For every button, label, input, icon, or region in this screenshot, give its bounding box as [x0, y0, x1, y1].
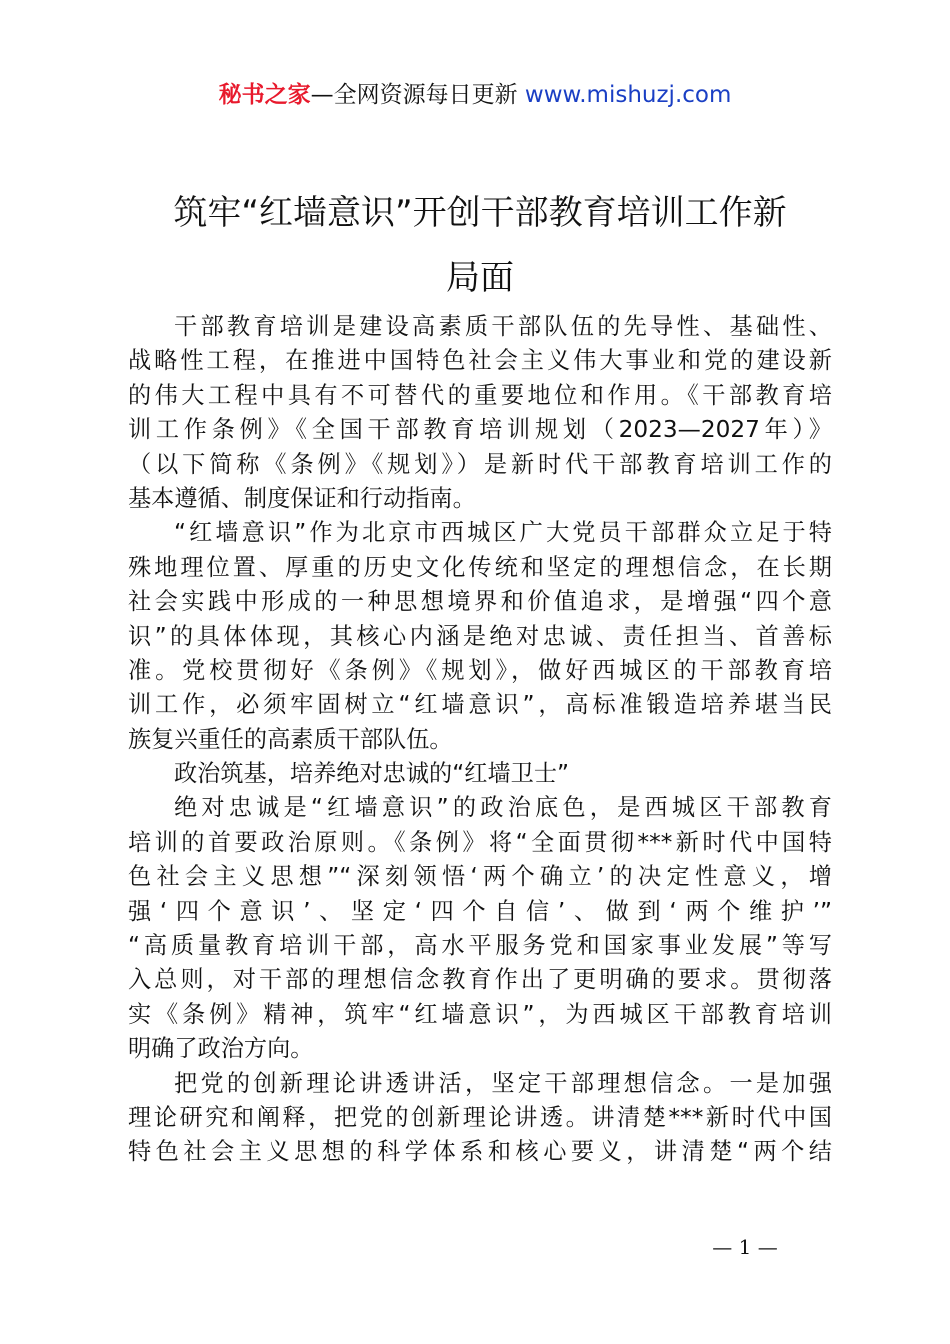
body-text-line: 强‘四个意识’、坚定‘四个自信’、做到‘两个维护’” — [128, 897, 832, 925]
body-text-line: “红墙意识”作为北京市西城区广大党员干部群众立足于特 — [174, 519, 832, 547]
body-text-line: 基本遵循、制度保证和行动指南。 — [128, 484, 476, 512]
body-text-line: 殊地理位置、厚重的历史文化传统和坚定的理想信念，在长期 — [128, 553, 832, 581]
body-text-line: 色社会主义思想”“深刻领悟‘两个确立’的决定性意义，增 — [128, 863, 832, 891]
site-url-link[interactable]: www.mishuzj.com — [524, 82, 732, 108]
body-text-line: 培训的首要政治原则。《条例》将“全面贯彻***新时代中国特 — [128, 828, 832, 856]
body-text-line: 的伟大工程中具有不可替代的重要地位和作用。《干部教育培 — [128, 381, 832, 409]
body-text-line: 把党的创新理论讲透讲活，坚定干部理想信念。一是加强 — [174, 1069, 832, 1097]
body-text-line: （以下简称《条例》《规划》）是新时代干部教育培训工作的 — [128, 450, 832, 478]
body-text-line: 理论研究和阐释，把党的创新理论讲透。讲清楚***新时代中国 — [128, 1103, 832, 1131]
document-body — [128, 310, 832, 1170]
page-number: — 1 — — [712, 1235, 778, 1259]
body-text-line: 实《条例》精神，筑牢“红墙意识”，为西城区干部教育培训 — [128, 1000, 832, 1028]
body-text-line: 明确了政治方向。 — [128, 1035, 314, 1063]
body-text-line: 绝对忠诚是“红墙意识”的政治底色，是西城区干部教育 — [174, 794, 832, 822]
body-text-line: 训工作，必须牢固树立“红墙意识”，高标准锻造培养堪当民 — [128, 691, 832, 719]
body-text-line: 族复兴重任的高素质干部队伍。 — [128, 725, 453, 753]
site-brand: 秘书之家 — [218, 82, 311, 108]
body-text-line: 训工作条例》《全国干部教育培训规划（2023—2027年）》 — [128, 416, 832, 444]
body-text-line: 社会实践中形成的一种思想境界和价值追求，是增强“四个意 — [128, 588, 832, 616]
body-text-line: 入总则，对干部的理想信念教育作出了更明确的要求。贯彻落 — [128, 966, 832, 994]
body-text-line: 识”的具体体现，其核心内涵是绝对忠诚、责任担当、首善标 — [128, 622, 832, 650]
body-text-line: 战略性工程，在推进中国特色社会主义伟大事业和党的建设新 — [128, 347, 832, 375]
body-text-line: “高质量教育培训干部，高水平服务党和国家事业发展”等写 — [128, 932, 832, 960]
body-text-line: 准。党校贯彻好《条例》《规划》，做好西城区的干部教育培 — [128, 656, 832, 684]
document-title-line-1: 筑牢“红墙意识”开创干部教育培训工作新 — [173, 193, 787, 233]
site-banner — [0, 78, 950, 112]
body-text-line: 干部教育培训是建设高素质干部队伍的先导性、基础性、 — [174, 313, 832, 340]
body-text-line: 特色社会主义思想的科学体系和核心要义，讲清楚“两个结 — [128, 1138, 832, 1166]
site-tagline: —全网资源每日更新 — [310, 82, 518, 108]
document-title-line-2: 局面 — [446, 258, 514, 298]
body-text-line: 政治筑基，培养绝对忠诚的“红墙卫士” — [174, 760, 570, 788]
